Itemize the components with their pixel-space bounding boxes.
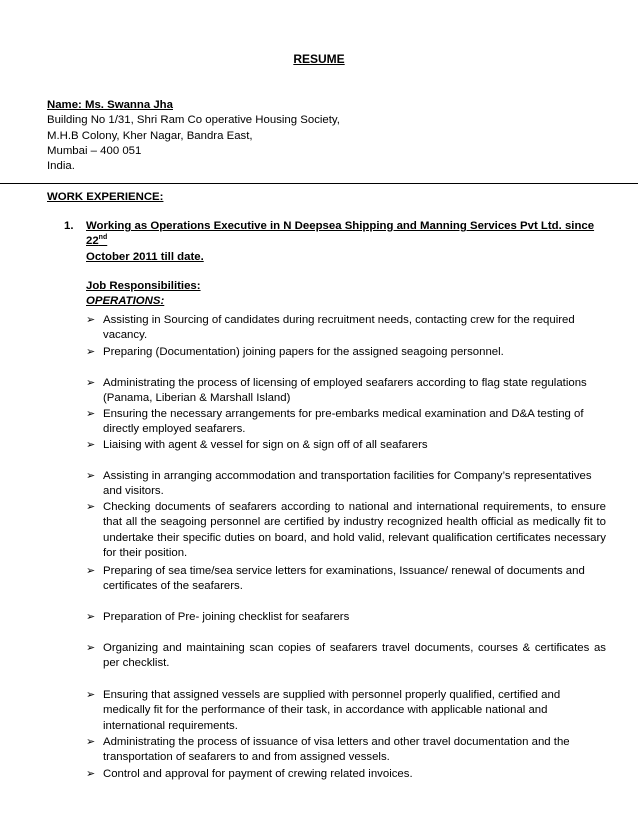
list-item <box>86 313 606 344</box>
arrow-bullet-icon: ➢ <box>86 642 96 654</box>
arrow-bullet-icon: ➢ <box>86 611 96 623</box>
arrow-bullet-icon: ➢ <box>86 768 96 780</box>
arrow-bullet-icon: ➢ <box>86 689 96 701</box>
list-item-text: Preparing of sea time/sea service letters for examinations, Issuance/ renewal of documents and certificates of the seafarers. <box>103 565 585 593</box>
list-item <box>86 641 606 672</box>
list-item-text: Control and approval for payment of crewing related invoices. <box>103 768 413 780</box>
list-item <box>86 345 606 360</box>
job-title-superscript: nd <box>98 234 108 242</box>
list-item-text: Administrating the process of issuance of visa letters and other travel documentation and the transportation of seafarers to and from assigned vessels. <box>103 736 570 764</box>
candidate-name: Name: Ms. Swanna Jha <box>47 99 173 111</box>
list-item-text: Organizing and maintaining scan copies of seafarers travel documents, courses & certificates as per checklist. <box>103 642 606 670</box>
list-item-text: Assisting in Sourcing of candidates during recruitment needs, contacting crew for the required vacancy. <box>103 314 575 342</box>
list-item <box>86 376 606 407</box>
list-item-text: Ensuring that assigned vessels are supplied with personnel properly qualified, certified and medically fit for the performance of their task, in accordance with applicable national and international requirements. <box>103 689 561 732</box>
address-line-4: India. <box>47 160 75 173</box>
job-number: 1. <box>64 220 74 232</box>
list-item <box>86 438 606 453</box>
arrow-bullet-icon: ➢ <box>86 314 96 326</box>
list-item-text: Assisting in arranging accommodation and transportation facilities for Company’s representatives and visitors. <box>103 470 592 498</box>
arrow-bullet-icon: ➢ <box>86 346 96 358</box>
arrow-bullet-icon: ➢ <box>86 377 96 389</box>
address-line-1: Building No 1/31, Shri Ram Co operative Housing Society, <box>47 114 340 127</box>
arrow-bullet-icon: ➢ <box>86 501 96 513</box>
list-item <box>86 735 606 766</box>
job-title-date: October 2011 till date. <box>86 250 204 263</box>
list-item <box>86 500 606 561</box>
list-item <box>86 407 606 438</box>
list-item-text: Checking documents of seafarers according to national and international requirements, to ensure that all the seagoing personnel are certified by industry recognized health official as medically fit to undertake their specific duties on board, and hold valid, relevant qualification certificates necessary for their position. <box>103 501 606 559</box>
list-item <box>86 688 606 734</box>
arrow-bullet-icon: ➢ <box>86 408 96 420</box>
list-item <box>86 610 606 625</box>
address-line-2: M.H.B Colony, Kher Nagar, Bandra East, <box>47 129 253 142</box>
work-experience-heading: WORK EXPERIENCE: <box>47 191 164 203</box>
list-item <box>86 767 606 782</box>
arrow-bullet-icon: ➢ <box>86 439 96 451</box>
arrow-bullet-icon: ➢ <box>86 736 96 748</box>
list-item <box>86 564 606 595</box>
list-item-text: Preparation of Pre- joining checklist for seafarers <box>103 611 350 623</box>
arrow-bullet-icon: ➢ <box>86 565 96 577</box>
list-item-text: Liaising with agent & vessel for sign on & sign off of all seafarers <box>103 439 428 451</box>
list-item-text: Ensuring the necessary arrangements for pre-embarks medical examination and D&A testing of directly employed seafarers. <box>103 408 584 436</box>
arrow-bullet-icon: ➢ <box>86 470 96 482</box>
responsibilities-heading: Job Responsibilities: <box>86 279 201 292</box>
list-item <box>86 469 606 500</box>
job-title-text: Working as Operations Executive in N Deepsea Shipping and Manning Services Pvt Ltd. since 22 <box>86 220 595 248</box>
address-line-3: Mumbai – 400 051 <box>47 144 142 157</box>
list-item-text: Preparing (Documentation) joining papers for the assigned seagoing personnel. <box>103 346 504 358</box>
operations-heading: OPERATIONS: <box>86 295 165 308</box>
document-title: RESUME <box>293 52 345 66</box>
list-item-text: Administrating the process of licensing of employed seafarers according to flag state regulations (Panama, Liberian & Marshall Island) <box>103 377 587 405</box>
